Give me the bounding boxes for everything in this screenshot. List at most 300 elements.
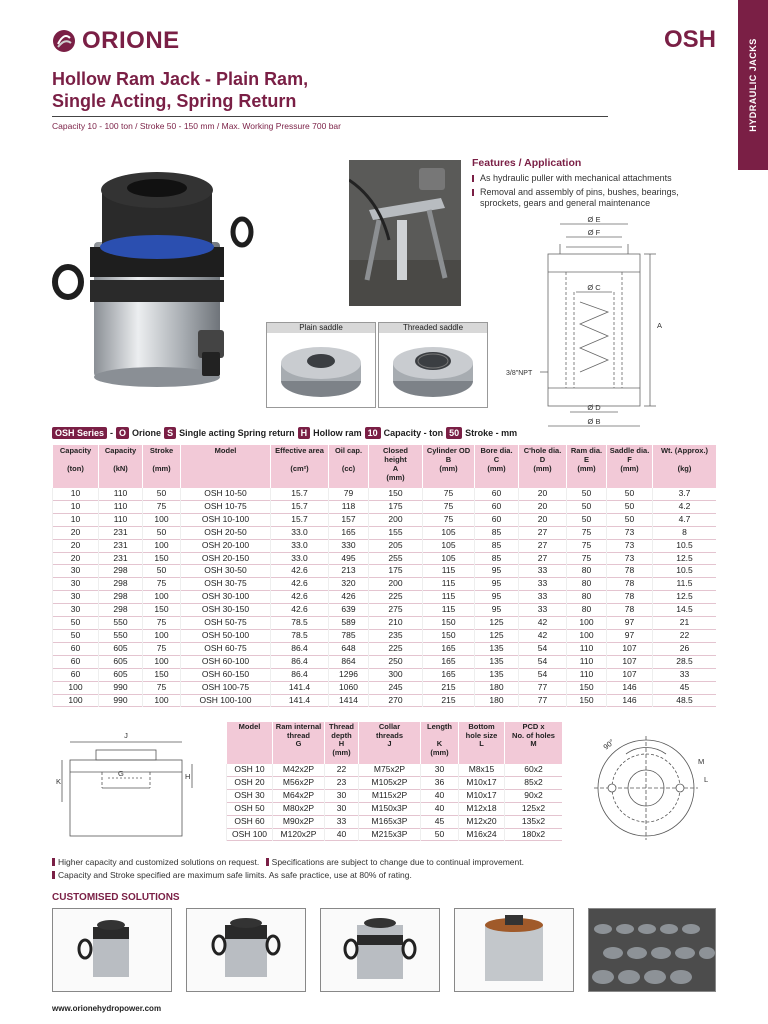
col-header: Stroke (mm) xyxy=(143,445,181,488)
table-cell: 118 xyxy=(329,500,369,513)
table-cell: 45 xyxy=(421,815,459,828)
table-cell: 990 xyxy=(99,681,143,694)
table-cell: 60 xyxy=(53,642,99,655)
table-cell: 33 xyxy=(519,591,567,604)
table-cell: OSH 50-100 xyxy=(181,629,271,642)
table-cell: 100 xyxy=(143,591,181,604)
table-cell: 85 xyxy=(475,539,519,552)
custom-solution-thumb xyxy=(454,908,574,992)
col-header: Collar threads J xyxy=(359,722,421,764)
table-cell: OSH 50-75 xyxy=(181,617,271,630)
plain-saddle-label: Plain saddle xyxy=(267,323,375,333)
legend-tag-o: O xyxy=(116,427,129,439)
table-cell: 75 xyxy=(143,500,181,513)
table-cell: 110 xyxy=(567,642,607,655)
custom-solution-thumb xyxy=(320,908,440,992)
feature-item: As hydraulic puller with mechanical attachments xyxy=(472,173,717,184)
table-cell: 26 xyxy=(653,642,717,655)
table-row xyxy=(227,802,563,815)
brand-logo xyxy=(52,27,180,55)
table-row xyxy=(53,565,717,578)
table-cell: 33.0 xyxy=(271,526,329,539)
table-row xyxy=(227,828,563,841)
table-cell: OSH 60 xyxy=(227,815,273,828)
table-cell: 150 xyxy=(567,681,607,694)
collar-label-h: H xyxy=(185,772,191,781)
customised-solutions-heading: CUSTOMISED SOLUTIONS xyxy=(52,892,180,903)
table-cell: 42 xyxy=(519,629,567,642)
table-cell: M8x15 xyxy=(459,764,505,776)
table-cell: 10 xyxy=(53,488,99,500)
table-cell: 150 xyxy=(143,604,181,617)
table-cell: 10.5 xyxy=(653,565,717,578)
table-cell: 54 xyxy=(519,668,567,681)
table-cell: 73 xyxy=(607,526,653,539)
table-cell: 3.7 xyxy=(653,488,717,500)
note-bullet xyxy=(266,858,269,866)
collar-thread-diagram xyxy=(52,728,202,846)
table-cell: 150 xyxy=(143,668,181,681)
table-cell: OSH 20-100 xyxy=(181,539,271,552)
pcd-label-m: M xyxy=(698,757,705,766)
table-cell: 90x2 xyxy=(505,789,563,802)
note-line xyxy=(52,856,524,869)
table-cell: 165 xyxy=(329,526,369,539)
table-cell: 86.4 xyxy=(271,642,329,655)
table-cell: OSH 100-75 xyxy=(181,681,271,694)
table-cell: M115x2P xyxy=(359,789,421,802)
table-cell: 135 xyxy=(475,668,519,681)
table-cell: 150 xyxy=(423,617,475,630)
table-cell: 110 xyxy=(99,513,143,526)
note-text: Higher capacity and customized solutions on request. xyxy=(58,857,260,867)
table-cell: 50 xyxy=(53,629,99,642)
table-cell: 30 xyxy=(325,802,359,815)
table-cell: OSH 30-75 xyxy=(181,578,271,591)
table-row xyxy=(53,578,717,591)
collar-label-j: J xyxy=(124,731,128,740)
threaded-saddle-image xyxy=(379,333,487,407)
notes-block xyxy=(52,856,524,882)
table-row xyxy=(53,539,717,552)
legend-tag-h: H xyxy=(298,427,311,439)
dim-label-c: Ø C xyxy=(587,283,601,292)
threaded-saddle-label: Threaded saddle xyxy=(379,323,487,333)
table-cell: 42.6 xyxy=(271,604,329,617)
table-cell: M165x3P xyxy=(359,815,421,828)
table-cell: 495 xyxy=(329,552,369,565)
table-cell: 50 xyxy=(143,488,181,500)
table-cell: 1296 xyxy=(329,668,369,681)
col-header: Ram internal thread G xyxy=(273,722,325,764)
dim-label-e: Ø E xyxy=(587,215,601,224)
table-cell: 75 xyxy=(423,513,475,526)
col-header: Cylinder OD B (mm) xyxy=(423,445,475,488)
col-header: Wt. (Approx.) (kg) xyxy=(653,445,717,488)
table-cell: 100 xyxy=(53,681,99,694)
col-header: Bore dia. C (mm) xyxy=(475,445,519,488)
pcd-label-angle: 90° xyxy=(601,737,616,752)
page-title xyxy=(52,68,412,112)
table-cell: 54 xyxy=(519,642,567,655)
table-cell: M10x17 xyxy=(459,789,505,802)
table-cell: M105x2P xyxy=(359,776,421,789)
table-cell: OSH 10 xyxy=(227,764,273,776)
table-cell: OSH 30-100 xyxy=(181,591,271,604)
table-cell: M56x2P xyxy=(273,776,325,789)
table-cell: 75 xyxy=(567,526,607,539)
col-header: Effective area (cm²) xyxy=(271,445,329,488)
table-row xyxy=(53,591,717,604)
table-cell: 42.6 xyxy=(271,591,329,604)
table-row xyxy=(227,789,563,802)
table-row xyxy=(53,642,717,655)
col-header: Capacity (ton) xyxy=(53,445,99,488)
table-cell: 40 xyxy=(421,802,459,815)
features-heading: Features / Application xyxy=(472,157,582,169)
jack-product-image xyxy=(52,152,262,392)
table-cell: M120x2P xyxy=(273,828,325,841)
table-row xyxy=(53,668,717,681)
legend-tag-capacity: 10 xyxy=(365,427,381,439)
table-cell: 97 xyxy=(607,617,653,630)
table-cell: 125 xyxy=(475,617,519,630)
table-cell: 23 xyxy=(325,776,359,789)
table-cell: M90x2P xyxy=(273,815,325,828)
table-cell: 165 xyxy=(423,668,475,681)
puller-application-photo xyxy=(349,160,461,306)
table-cell: 150 xyxy=(369,488,423,500)
table-cell: 78.5 xyxy=(271,629,329,642)
table-cell: 245 xyxy=(369,681,423,694)
table-cell: 60 xyxy=(475,500,519,513)
table-cell: 20 xyxy=(53,552,99,565)
table-cell: M10x17 xyxy=(459,776,505,789)
col-header: Model xyxy=(227,722,273,764)
table-cell: 33 xyxy=(519,604,567,617)
table-cell: 100 xyxy=(567,629,607,642)
table-cell: OSH 60-75 xyxy=(181,642,271,655)
table-cell: 125x2 xyxy=(505,802,563,815)
table-cell: 200 xyxy=(369,513,423,526)
table-cell: OSH 10-75 xyxy=(181,500,271,513)
table-cell: 648 xyxy=(329,642,369,655)
table-cell: 28.5 xyxy=(653,655,717,668)
table-cell: 20 xyxy=(519,513,567,526)
table-cell: 20 xyxy=(53,526,99,539)
table-cell: 785 xyxy=(329,629,369,642)
jack-batch-photo xyxy=(589,909,715,991)
table-cell: 270 xyxy=(369,694,423,707)
table-cell: 180x2 xyxy=(505,828,563,841)
table-cell: 33 xyxy=(519,565,567,578)
table-cell: 85x2 xyxy=(505,776,563,789)
table-row xyxy=(53,629,717,642)
table-cell: 86.4 xyxy=(271,655,329,668)
table-cell: 4.2 xyxy=(653,500,717,513)
spec-table-header xyxy=(53,445,717,488)
table-cell: 85 xyxy=(475,552,519,565)
title-line-2: Single Acting, Spring Return xyxy=(52,91,297,111)
table-cell: 205 xyxy=(369,539,423,552)
table-cell: 110 xyxy=(567,668,607,681)
table-cell: 550 xyxy=(99,629,143,642)
table-cell: 135 xyxy=(475,642,519,655)
table-cell: 75 xyxy=(423,488,475,500)
table-cell: 60 xyxy=(53,655,99,668)
table-cell: 75 xyxy=(143,642,181,655)
table-cell: 50 xyxy=(143,565,181,578)
table-cell: 550 xyxy=(99,617,143,630)
table-cell: 150 xyxy=(567,694,607,707)
table-cell: M150x3P xyxy=(359,802,421,815)
note-text: Capacity and Stroke specified are maximum safe limits. As safe practice, use at 80% of rating. xyxy=(58,870,412,880)
custom-solution-thumb xyxy=(52,908,172,992)
table-cell: 10 xyxy=(53,500,99,513)
table-cell: 40 xyxy=(325,828,359,841)
table-cell: 42.6 xyxy=(271,578,329,591)
table-cell: 165 xyxy=(423,642,475,655)
table-cell: 589 xyxy=(329,617,369,630)
table-cell: 105 xyxy=(423,552,475,565)
col-header: Model xyxy=(181,445,271,488)
table-cell: 330 xyxy=(329,539,369,552)
table-cell: 30 xyxy=(53,604,99,617)
table-cell: 225 xyxy=(369,591,423,604)
dim-label-b: Ø B xyxy=(587,417,601,426)
series-code: OSH xyxy=(663,26,716,53)
table-cell: 80 xyxy=(567,565,607,578)
table-cell: 78 xyxy=(607,591,653,604)
table-cell: 21 xyxy=(653,617,717,630)
table-cell: OSH 60-150 xyxy=(181,668,271,681)
table-row xyxy=(53,681,717,694)
custom-jack-image xyxy=(321,909,439,991)
table-cell: 50 xyxy=(607,513,653,526)
table-cell: 50 xyxy=(421,828,459,841)
table-cell: 115 xyxy=(423,604,475,617)
table-cell: 175 xyxy=(369,565,423,578)
legend-label-s: Single acting Spring return xyxy=(179,428,295,438)
table-cell: 50 xyxy=(567,488,607,500)
table-cell: 97 xyxy=(607,629,653,642)
table-cell: 15.7 xyxy=(271,488,329,500)
table-cell: M12x18 xyxy=(459,802,505,815)
table-cell: M42x2P xyxy=(273,764,325,776)
note-bullet xyxy=(52,858,55,866)
table-row xyxy=(227,776,563,789)
table-cell: OSH 10-50 xyxy=(181,488,271,500)
table-cell: 100 xyxy=(143,655,181,668)
table-cell: OSH 30-150 xyxy=(181,604,271,617)
table-cell: 135 xyxy=(475,655,519,668)
legend-tag-series: OSH Series xyxy=(52,427,107,439)
table-cell: 45 xyxy=(653,681,717,694)
table-cell: 298 xyxy=(99,604,143,617)
table-cell: 107 xyxy=(607,642,653,655)
table-cell: 80 xyxy=(567,604,607,617)
col-header: Saddle dia. F (mm) xyxy=(607,445,653,488)
table-cell: 255 xyxy=(369,552,423,565)
table-cell: 100 xyxy=(567,617,607,630)
table-cell: 210 xyxy=(369,617,423,630)
legend-label-capacity: Capacity - ton xyxy=(383,428,444,438)
col-header: Thread depth H (mm) xyxy=(325,722,359,764)
table-cell: 60x2 xyxy=(505,764,563,776)
table-cell: 20 xyxy=(53,539,99,552)
spec-table-body xyxy=(53,488,717,707)
table-cell: 79 xyxy=(329,488,369,500)
table-cell: 864 xyxy=(329,655,369,668)
jack-dimension-diagram xyxy=(500,212,680,432)
table-cell: OSH 100 xyxy=(227,828,273,841)
table-row xyxy=(227,815,563,828)
collar-label-k: K xyxy=(56,777,62,786)
table-cell: 54 xyxy=(519,655,567,668)
table-cell: 75 xyxy=(567,552,607,565)
table-cell: M75x2P xyxy=(359,764,421,776)
table-cell: 78 xyxy=(607,565,653,578)
table-cell: 275 xyxy=(369,604,423,617)
orione-logo-icon xyxy=(52,29,76,53)
table-cell: 75 xyxy=(143,681,181,694)
table-cell: 95 xyxy=(475,565,519,578)
table-cell: 115 xyxy=(423,565,475,578)
dim-label-d: Ø D xyxy=(587,403,601,412)
thread-dimensions-table xyxy=(226,722,562,841)
custom-solution-thumb xyxy=(186,908,306,992)
col-header: Length K (mm) xyxy=(421,722,459,764)
note-text: Specifications are subject to change due to continual improvement. xyxy=(271,857,524,867)
title-divider xyxy=(52,116,608,117)
col-header: Ram dia. E (mm) xyxy=(567,445,607,488)
table-cell: 100 xyxy=(143,629,181,642)
table-cell: 110 xyxy=(567,655,607,668)
table-cell: 100 xyxy=(143,539,181,552)
table-cell: 36 xyxy=(421,776,459,789)
table-cell: 135x2 xyxy=(505,815,563,828)
side-category-tab xyxy=(738,0,768,170)
legend-label-h: Hollow ram xyxy=(313,428,362,438)
table-cell: 30 xyxy=(53,565,99,578)
table-cell: 12.5 xyxy=(653,552,717,565)
table-cell: 100 xyxy=(53,694,99,707)
table-cell: 60 xyxy=(475,488,519,500)
col-header: C'hole dia. D (mm) xyxy=(519,445,567,488)
table-cell: 20 xyxy=(519,500,567,513)
table-cell: 320 xyxy=(329,578,369,591)
table-cell: 235 xyxy=(369,629,423,642)
table-cell: 50 xyxy=(53,617,99,630)
table-cell: OSH 30-50 xyxy=(181,565,271,578)
table-cell: 22 xyxy=(653,629,717,642)
pcd-label-l: L xyxy=(704,775,709,784)
table-cell: 215 xyxy=(423,681,475,694)
table-cell: 78.5 xyxy=(271,617,329,630)
table-cell: 146 xyxy=(607,681,653,694)
table-cell: 990 xyxy=(99,694,143,707)
table-row xyxy=(53,694,717,707)
table-cell: 50 xyxy=(143,526,181,539)
plain-saddle-box xyxy=(266,322,376,408)
table-cell: 10.5 xyxy=(653,539,717,552)
table-row xyxy=(53,526,717,539)
table-cell: OSH 50 xyxy=(227,802,273,815)
table-row xyxy=(53,488,717,500)
table-cell: 298 xyxy=(99,565,143,578)
table-cell: 78 xyxy=(607,578,653,591)
table-cell: 50 xyxy=(567,513,607,526)
table-cell: 10 xyxy=(53,513,99,526)
custom-jack-image xyxy=(455,909,573,991)
table-cell: 639 xyxy=(329,604,369,617)
table-cell: 250 xyxy=(369,655,423,668)
dim-label-npt: 3/8"NPT xyxy=(506,370,533,377)
table-cell: 95 xyxy=(475,578,519,591)
legend-label-stroke: Stroke - mm xyxy=(465,428,518,438)
table-row xyxy=(227,764,563,776)
pcd-hole-diagram xyxy=(586,728,716,846)
table-cell: 48.5 xyxy=(653,694,717,707)
table-cell: 155 xyxy=(369,526,423,539)
plain-saddle-image xyxy=(267,333,375,407)
table-cell: 75 xyxy=(143,617,181,630)
custom-solution-thumb xyxy=(588,908,716,992)
custom-jack-image xyxy=(187,909,305,991)
table-cell: 50 xyxy=(607,488,653,500)
table-cell: 605 xyxy=(99,668,143,681)
table-cell: 1414 xyxy=(329,694,369,707)
table-cell: 42.6 xyxy=(271,565,329,578)
table-cell: 125 xyxy=(475,629,519,642)
table-cell: 33 xyxy=(519,578,567,591)
table-cell: 77 xyxy=(519,694,567,707)
brand-name: ORIONE xyxy=(82,27,180,54)
table-cell: 78 xyxy=(607,604,653,617)
legend-tag-s: S xyxy=(164,427,176,439)
table-cell: 426 xyxy=(329,591,369,604)
table-cell: 231 xyxy=(99,539,143,552)
table-cell: 150 xyxy=(143,552,181,565)
table-cell: 110 xyxy=(99,500,143,513)
table-cell: 105 xyxy=(423,526,475,539)
legend-dash: - xyxy=(110,428,114,438)
table-cell: 33.0 xyxy=(271,552,329,565)
table-cell: 30 xyxy=(53,578,99,591)
table-cell: M12x20 xyxy=(459,815,505,828)
thread-table-body xyxy=(227,764,563,841)
table-cell: 75 xyxy=(423,500,475,513)
dim-label-f: Ø F xyxy=(587,228,601,237)
table-cell: 75 xyxy=(143,578,181,591)
col-header: Oil cap. (cc) xyxy=(329,445,369,488)
model-code-legend xyxy=(52,427,517,439)
table-cell: 27 xyxy=(519,539,567,552)
title-line-1: Hollow Ram Jack - Plain Ram, xyxy=(52,69,309,89)
table-cell: 60 xyxy=(475,513,519,526)
table-cell: 298 xyxy=(99,591,143,604)
table-cell: 86.4 xyxy=(271,668,329,681)
threaded-saddle-box xyxy=(378,322,488,408)
table-cell: 80 xyxy=(567,578,607,591)
col-header: Bottom hole size L xyxy=(459,722,505,764)
table-cell: 213 xyxy=(329,565,369,578)
table-cell: M16x24 xyxy=(459,828,505,841)
specification-table xyxy=(52,445,716,707)
col-header: Closed height A (mm) xyxy=(369,445,423,488)
table-cell: 146 xyxy=(607,694,653,707)
table-cell: 231 xyxy=(99,552,143,565)
